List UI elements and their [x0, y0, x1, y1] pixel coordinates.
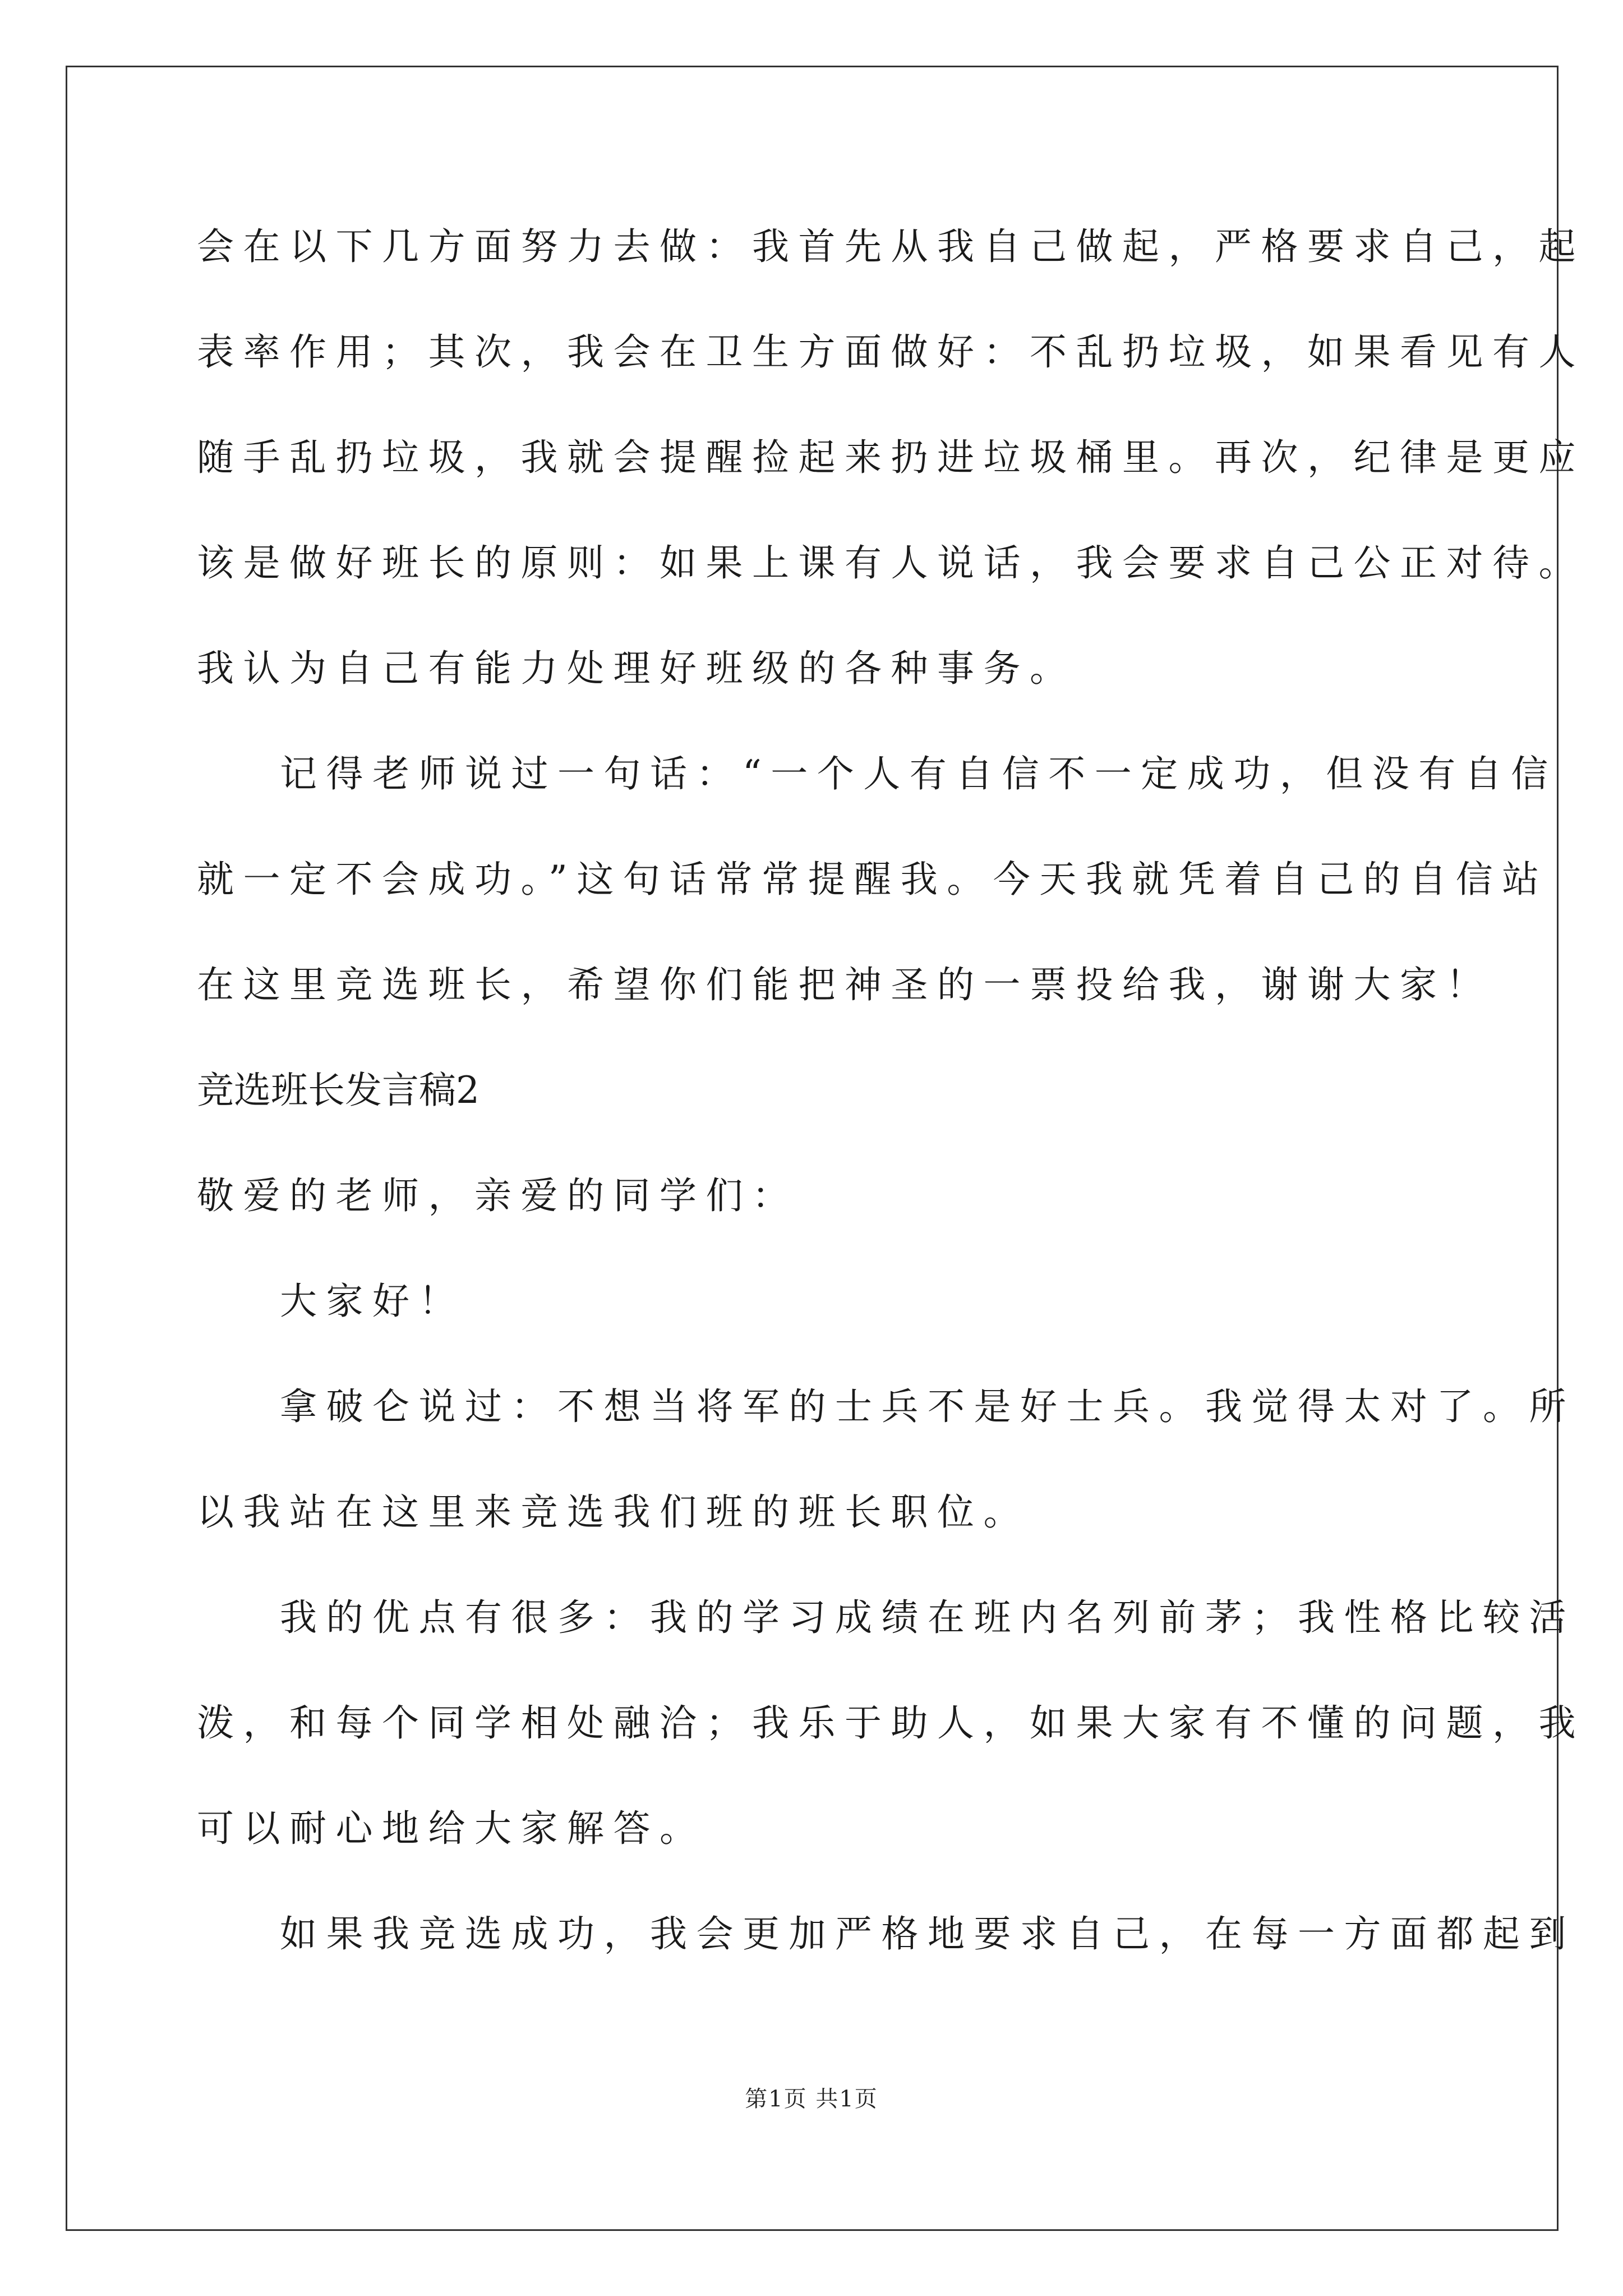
page-number-footer: 第1页 共1页 — [745, 2086, 878, 2112]
text-line-1: 会在以下几方面努力去做：我首先从我自己做起，严格要求自己，起 — [197, 225, 1585, 268]
text-line-3: 随手乱扔垃圾，我就会提醒捡起来扔进垃圾桶里。再次，纪律是更应 — [197, 436, 1585, 479]
text-line-5: 我认为自己有能力处理好班级的各种事务。 — [197, 647, 1076, 690]
text-line-15: 泼，和每个同学相处融洽；我乐于助人，如果大家有不懂的问题，我 — [197, 1701, 1585, 1745]
text-line-2: 表率作用；其次，我会在卫生方面做好：不乱扔垃圾，如果看见有人 — [197, 330, 1585, 374]
text-line-8: 在这里竞选班长，希望你们能把神圣的一票投给我，谢谢大家！ — [197, 963, 1492, 1006]
document-body — [197, 219, 1585, 2012]
text-line-6: 记得老师说过一句话：“一个人有自信不一定成功，但没有自信 — [280, 752, 1557, 795]
text-line-17: 如果我竞选成功，我会更加严格地要求自己，在每一方面都起到 — [280, 1912, 1575, 1955]
salutation-line: 敬爱的老师，亲爱的同学们： — [197, 1174, 799, 1217]
text-line-4: 该是做好班长的原则：如果上课有人说话，我会要求自己公正对待。 — [197, 541, 1585, 585]
section-heading: 竞选班长发言稿2 — [197, 1069, 479, 1112]
text-line-14: 我的优点有很多：我的学习成绩在班内名列前茅；我性格比较活 — [280, 1596, 1575, 1639]
text-line-13: 以我站在这里来竞选我们班的班长职位。 — [197, 1490, 1030, 1534]
text-line-12: 拿破仑说过：不想当将军的士兵不是好士兵。我觉得太对了。所 — [280, 1385, 1575, 1428]
text-line-7: 就一定不会成功。”这句话常常提醒我。今天我就凭着自己的自信站 — [197, 858, 1548, 901]
text-line-16: 可以耐心地给大家解答。 — [197, 1807, 706, 1850]
greeting-line: 大家好！ — [280, 1280, 465, 1323]
